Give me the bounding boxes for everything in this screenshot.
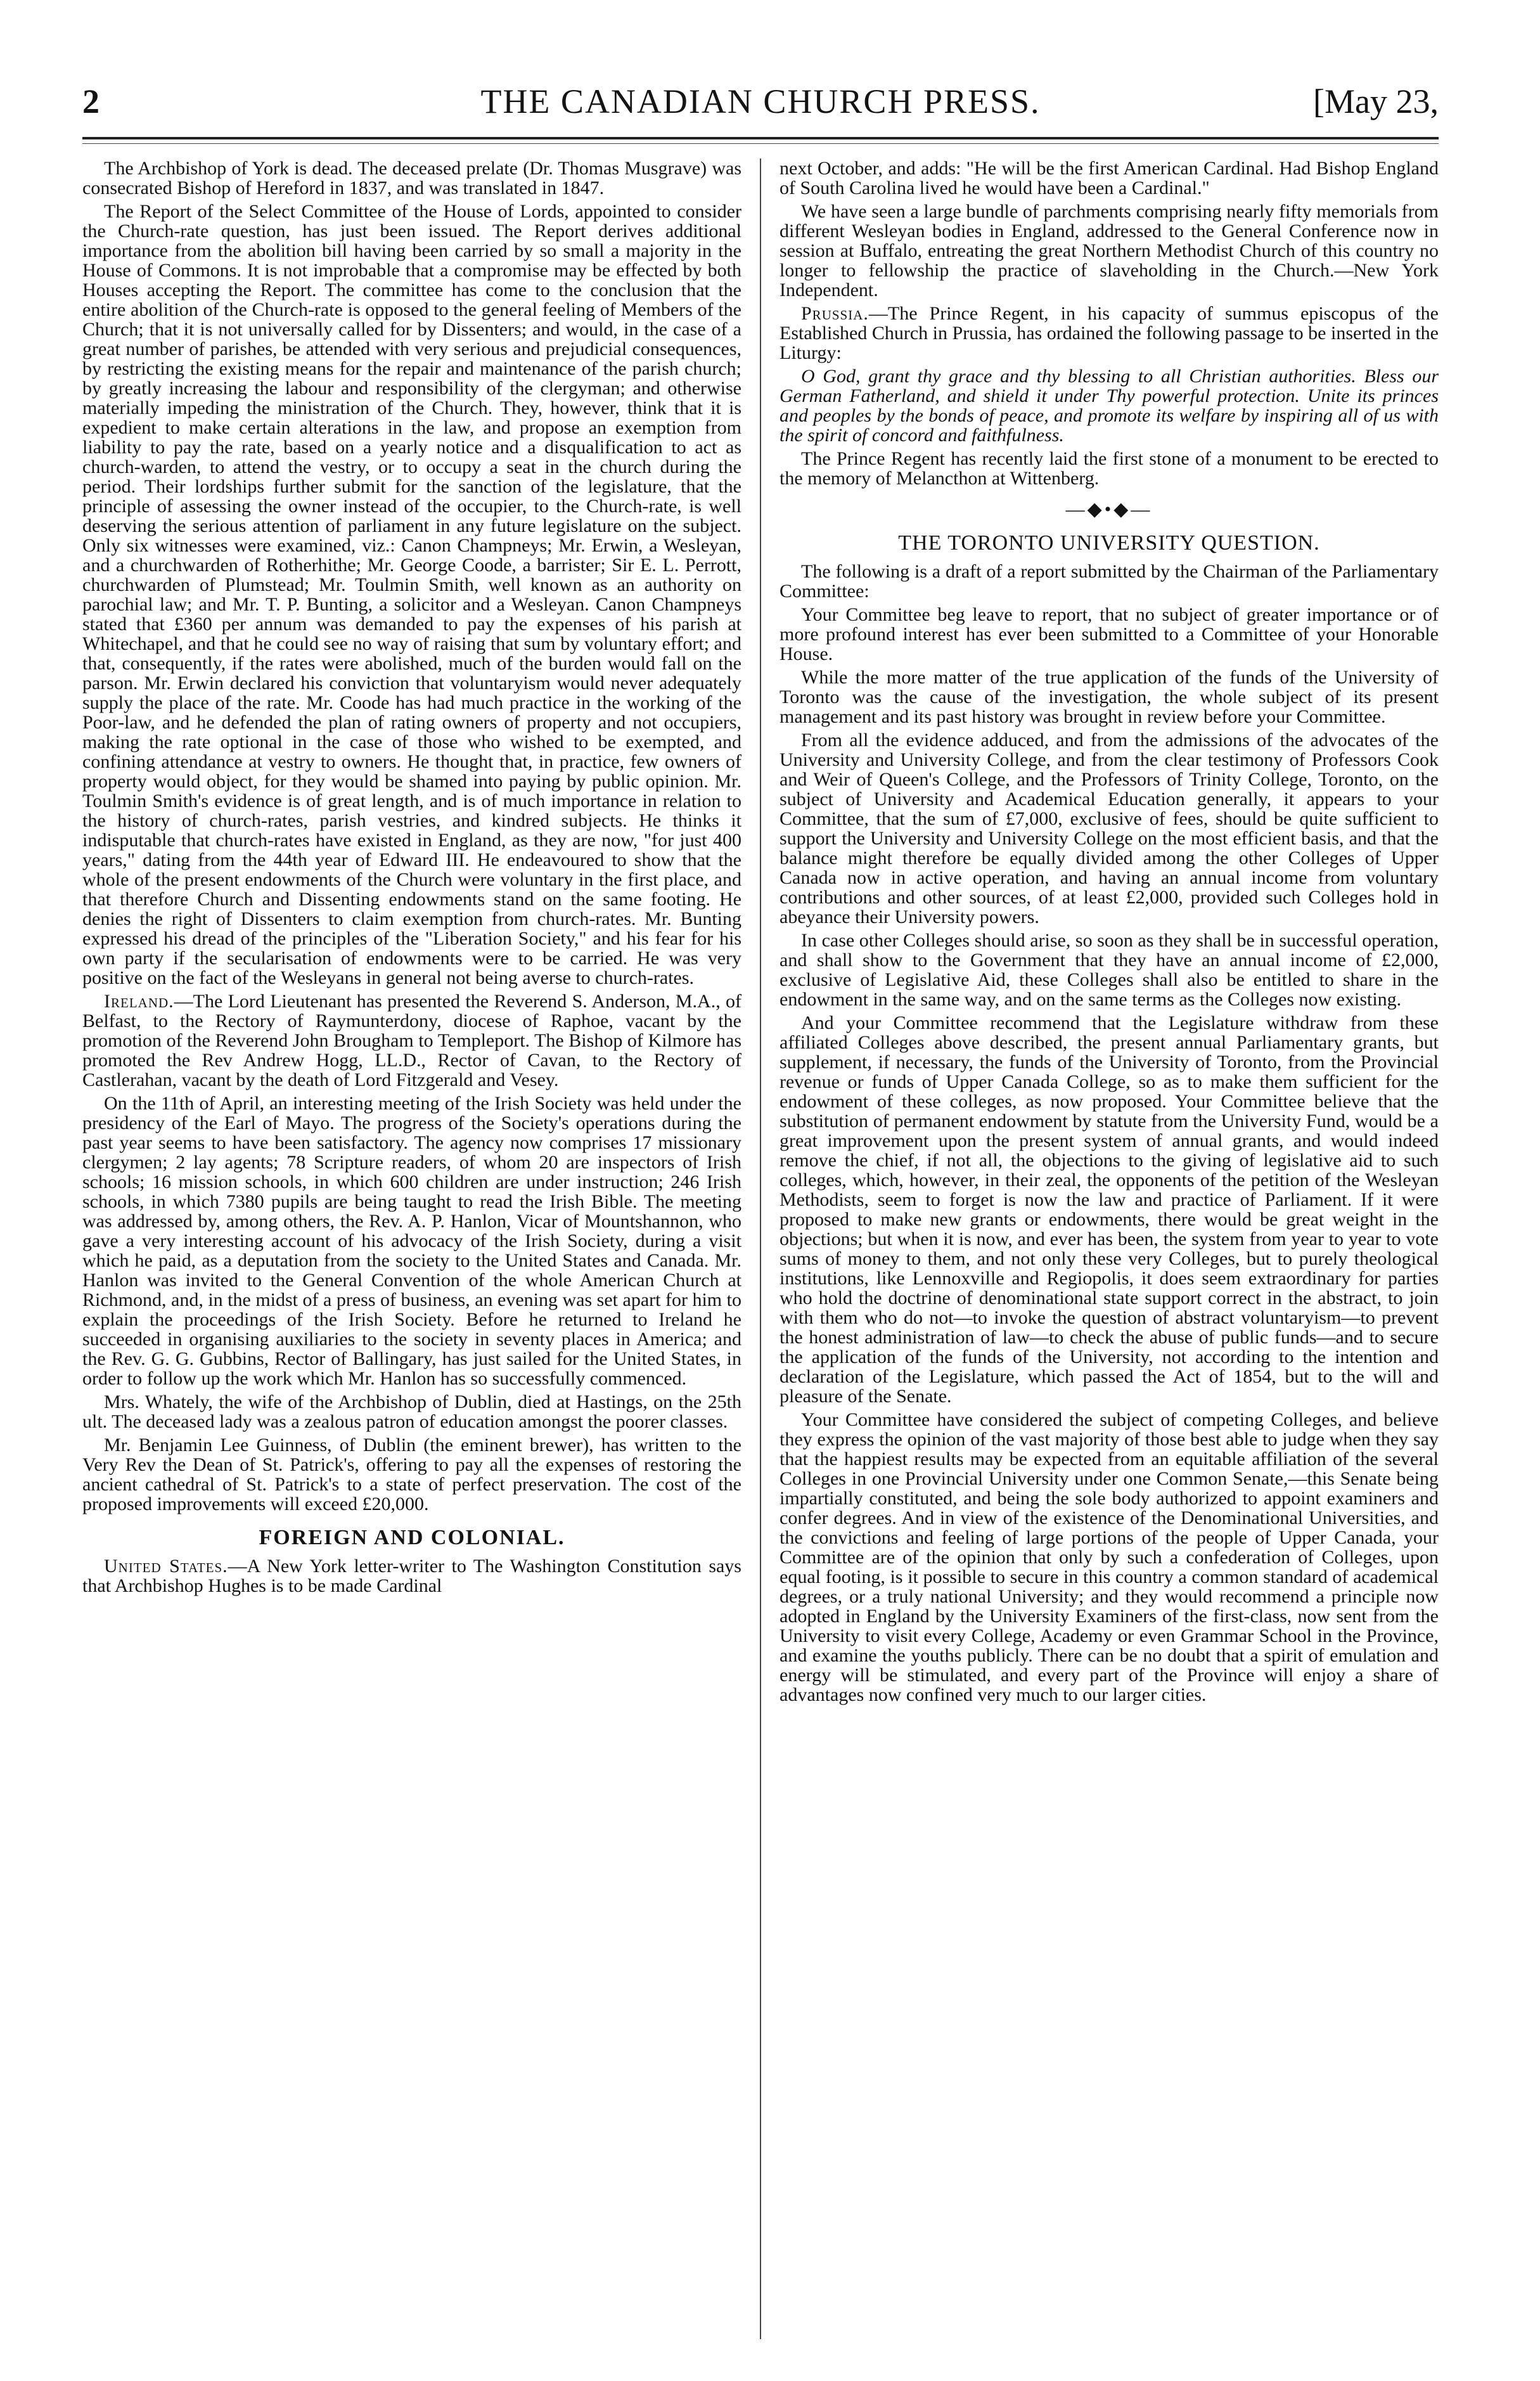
article-wesleyan-memorials: We have seen a large bundle of parchments comprising nearly fifty memorials from different Wesleyan bodies in England, addressed to the General Conference now in session at Buffalo, entreating the great Northern Methodist Church of this country no longer to fellowship the practice of slaveholding in the Church.—New York Independent. — [780, 201, 1439, 300]
article-united-states — [82, 1556, 741, 1596]
left-column — [82, 158, 741, 2339]
newspaper-page — [82, 76, 1439, 2346]
lead-ireland: Ireland. — [104, 991, 174, 1012]
article-irish-society: On the 11th of April, an interesting meeting of the Irish Society was held under the presidency of the Earl of Mayo. The progress of the Society's operations during the past year seems to have been satisfactory. The agency now comprises 17 missionary clergymen; 2 lay agents; 78 Scripture readers, of whom 20 are inspectors of Irish schools; 16 mission schools, in which 600 children are under instruction; 246 Irish schools, in which 7380 pupils are being taught to read the Irish Bible. The meeting was addressed by, among others, the Rev. A. P. Hanlon, Vicar of Mountshannon, who gave a very interesting account of his advocacy of the Irish Society, during a visit which he paid, as a deputation from the society to the United States and Canada. Mr. Hanlon was invited to the General Convention of the whole American Church at Richmond, and, in the midst of a press of business, an evening was set apart for him to explain the proceedings of the Irish Society. Before he returned to Ireland he succeeded in organising auxiliaries to the society in seventy places in America; and the Rev. G. G. Gubbins, Rector of Ballingary, has just sailed for the United States, in order to follow up the work which Mr. Hanlon has so successfully commenced. — [82, 1093, 741, 1389]
report-para-5: And your Committee recommend that the Legislature withdraw from these affiliated Colleges above described, the present annual Parliamentary grants, but supplement, if necessary, the funds of the University of Toronto, from the Provincial revenue or funds of Upper Canada College, so as to make them sufficient for the endowment of these colleges, as now proposed. Your Committee believe that the substitution of permanent endowment by statute from the University Fund, would be a great improvement upon the present system of annual grants, and would indeed remove the chief, if not all, the objections to the giving of legislative aid to such colleges, which, however, in their zeal, the opponents of the petition of the Wesleyan Methodists, seem to forget is now the law and practice of Parliament. If it were proposed to make new grants or endowments, there would be great weight in the objections; but when it is now, and ever has been, the system from year to year to vote sums of money to them, and not only these very Colleges, but to purely theological institutions, like Lennoxville and Regiopolis, it does seem extraordinary for parties who hold the doctrine of denominational state support correct in the abstract, to join with them who do not—to invoke the question of abstract voluntaryism—to prevent the honest administration of law—to check the abuse of public funds—and to secure the application of the funds of the University, not according to the intention and declaration of the Legislature, which passed the Act of 1854, but to the will and pleasure of the Senate. — [780, 1012, 1439, 1407]
page-number: 2 — [82, 82, 99, 120]
report-intro: The following is a draft of a report submitted by the Chairman of the Parliamentary Committee: — [780, 561, 1439, 602]
masthead — [82, 76, 1439, 133]
article-cardinal-continued: next October, and adds: "He will be the first American Cardinal. Had Bishop England of South Carolina lived he would have been a Cardinal." — [780, 158, 1439, 198]
prussia-text: —The Prince Regent, in his capacity of summus episcopus of the Established Church in Prussia, has ordained the following passage to be inserted in the Liturgy: — [780, 303, 1439, 363]
report-para-4: In case other Colleges should arise, so soon as they shall be in successful operation, and shall show to the Government that they have an annual income of £2,000, exclusive of Legislative Aid, these Colleges shall also be entitled to share in the endowment in the same way, and on the same terms as the Colleges now existing. — [780, 930, 1439, 1010]
heading-foreign-colonial: FOREIGN AND COLONIAL. — [259, 1526, 565, 1549]
article-archbishop-york: The Archbishop of York is dead. The deceased prelate (Dr. Thomas Musgrave) was consecrated Bishop of Hereford in 1837, and was translated in 1847. — [82, 158, 741, 198]
issue-date: [May 23, — [1313, 82, 1439, 120]
lead-united-states: United States. — [104, 1556, 228, 1577]
article-prussia — [780, 304, 1439, 363]
right-column — [780, 158, 1439, 2339]
united-states-text: —A New York letter-writer to The Washington Constitution says that Archbishop Hughes is to be made Cardinal — [82, 1556, 741, 1596]
report-para-1: Your Committee beg leave to report, that no subject of greater importance or of more profound interest has ever been submitted to a Committee of your Honorable House. — [780, 604, 1439, 664]
masthead-rule — [82, 137, 1439, 139]
journal-title: THE CANADIAN CHURCH PRESS. — [480, 82, 1041, 120]
ireland-text: —The Lord Lieutenant has presented the Reverend S. Anderson, M.A., of Belfast, to the Rectory of Raymunterdony, diocese of Raphoe, vacant by the promotion of the Reverend John Brougham to Templeport. The Bishop of Kilmore has promoted the Rev Andrew Hogg, LL.D., Rector of Cavan, to the Rectory of Castlerahan, vacant by the death of Lord Fitzgerald and Vesey. — [82, 991, 741, 1090]
lead-prussia: Prussia. — [801, 303, 869, 324]
article-church-rate-report: The Report of the Select Committee of the House of Lords, appointed to consider the Church-rate question, has just been issued. The Report derives additional importance from the abolition bill having been carried by so small a majority in the House of Commons. It is not improbable that a compromise may be effected by both Houses accepting the Report. The committee has come to the conclusion that the entire abolition of the Church-rate is opposed to the general feeling of Members of the Church; that it is not universally called for by Dissenters; and would, in the case of a great number of parishes, be attended with very serious and prejudicial consequences, by restricting the existing means for the repair and maintenance of the parish church; by greatly increasing the labour and responsibility of the clergyman; and otherwise materially impeding the ministration of the Church. They, however, think that it is expedient to make certain alterations in the law, and propose an exemption from liability to pay the rate, based on a yearly notice and a disqualification to act as church-warden, to attend the vestry, or to occupy a seat in the church during the period. Their lordships further submit for the sanction of the legislature, that the principle of assessing the owner instead of the occupier, to the Church-rate, is well deserving the serious attention of parliament in any future legislature on the subject. Only six witnesses were examined, viz.: Canon Champneys; Mr. Erwin, a Wesleyan, and a churchwarden of Rotherhithe; Mr. George Coode, a barrister; Sir E. L. Perrott, churchwarden of Plumstead; Mr. Toulmin Smith, well known as an authority on parochial law; and Mr. T. P. Bunting, a solicitor and a Wesleyan. Canon Champneys stated that £360 per annum was demanded to pay the expenses of his parish at Whitechapel, and that he could see no way of raising that sum by voluntary effort; and that, consequently, if the rates were abolished, much of the burden would fall on the parson. Mr. Erwin declared his conviction that voluntaryism would never adequately supply the place of the rate. Mr. Coode has had much practice in the working of the Poor-law, and he defended the plan of rating owners of property and not occupiers, making the rate optional in the case of those who wished to be exempted, and confining attendance at vestry to owners. He thought that, in practice, few owners of property would object, for they would be shamed into paying by public opinion. Mr. Toulmin Smith's evidence is of great length, and is of much importance in relation to the history of church-rates, parish vestries, and kindred subjects. He thinks it indisputable that church-rates have existed in England, as they are now, "for just 400 years," dating from the 44th year of Edward III. He endeavoured to show that the whole of the present endowments of the Church were voluntary in the first place, and that therefore Church and Dissenting endowments stand on the same footing. He denies the right of Dissenters to claim exemption from church-rates. Mr. Bunting expressed his dread of the principles of the "Liberation Society," and his fear for his own party if the secularisation of endowments were to be carried. He was very positive on the fact of the Wesleyans in general not being averse to church-rates. — [82, 201, 741, 988]
masthead-rule-thin — [82, 143, 1439, 144]
liturgy-prayer: O God, grant thy grace and thy blessing to all Christian authorities. Bless our German Fatherland, and shield it under Thy powerful protection. Unite its princes and peoples by the bonds of peace, and promote its welfare by inspiring all of us with the spirit of concord and faithfulness. — [780, 366, 1439, 446]
ornament-divider: —◆•◆— — [1065, 499, 1153, 520]
column-divider — [760, 158, 761, 2339]
heading-toronto-university: THE TORONTO UNIVERSITY QUESTION. — [898, 531, 1320, 555]
article-guinness: Mr. Benjamin Lee Guinness, of Dublin (the eminent brewer), has written to the Very Rev the Dean of St. Patrick's, offering to pay all the expenses of restoring the ancient cathedral of St. Patrick's to a state of perfect preservation. The cost of the proposed improvements will exceed £20,000. — [82, 1435, 741, 1514]
report-para-3: From all the evidence adduced, and from the admissions of the advocates of the University and University College, and from the clear testimony of Professors Cook and Weir of Queen's College, and the Professors of Trinity College, Toronto, on the subject of University and Academical Education generally, it appears to your Committee, that the sum of £7,000, exclusive of fees, should be quite sufficient to support the University and University College on the most efficient basis, and that the balance might therefore be equally divided among the other Colleges of Upper Canada now in active operation, and having an annual income from voluntary contributions and other sources, of at least £2,000, provided such Colleges hold in abeyance their University powers. — [780, 730, 1439, 927]
report-para-6: Your Committee have considered the subject of competing Colleges, and believe they express the opinion of the vast majority of those best able to judge when they say that the happiest results may be expected from an equitable affiliation of the several Colleges in one Provincial University under one Common Senate,—this Senate being impartially constituted, and being the sole body authorized to appoint examiners and confer degrees. And in view of the existence of the Denominational Universities, and the convictions and feeling of large portions of the people of Upper Canada, your Committee are of the opinion that only by such a confederation of Colleges, upon equal footing, is it possible to secure in this country a common standard of academical degrees, or a truly national University; and they would recommend a principle now adopted in England by the University Examiners of the first-class, now sent from the University to visit every College, Academy or even Grammar School in the Province, and examine the youths publicly. There can be no doubt that a spirit of emulation and energy will be stimulated, and every part of the Province will enjoy a share of advantages now confined very much to our larger cities. — [780, 1409, 1439, 1705]
article-mrs-whately: Mrs. Whately, the wife of the Archbishop of Dublin, died at Hastings, on the 25th ult. The deceased lady was a zealous patron of education amongst the poorer classes. — [82, 1391, 741, 1432]
article-melancthon: The Prince Regent has recently laid the first stone of a monument to be erected to the memory of Melancthon at Wittenberg. — [780, 448, 1439, 489]
article-ireland — [82, 991, 741, 1090]
report-para-2: While the more matter of the true application of the funds of the University of Toronto was the cause of the investigation, the whole subject of its present management and its past history was brought in review before your Committee. — [780, 667, 1439, 727]
